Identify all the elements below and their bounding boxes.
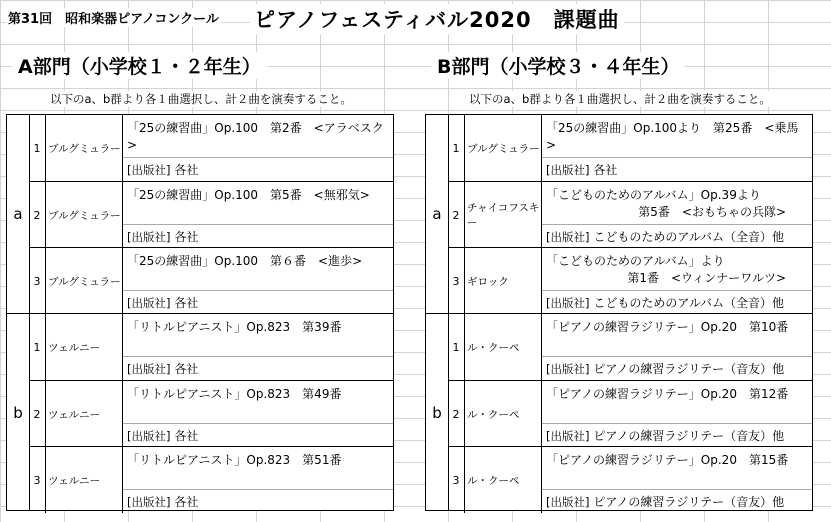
piece-title-line1: 「25の練習曲」Op.100 第5番 <無邪気> <box>127 188 370 202</box>
row-number: 2 <box>448 381 465 447</box>
publisher-value: 各社 <box>174 163 199 177</box>
publisher-value: 各社 <box>174 429 199 443</box>
publisher-info <box>542 357 812 380</box>
publisher-info <box>542 158 812 181</box>
piece-title-line1: 「こどものためのアルバム」より <box>546 254 725 268</box>
composer-name: ル・クーペ <box>464 381 542 447</box>
publisher-info <box>123 357 393 380</box>
publisher-label: [出版社] <box>546 495 590 509</box>
publisher-label: [出版社] <box>127 163 171 177</box>
publisher-label: [出版社] <box>546 429 590 443</box>
composer-name: ツェルニー <box>45 314 123 380</box>
piece-title-line1: 「25の練習曲」Op.100 第2番 <アラベスク> <box>127 121 384 152</box>
group-letter: a <box>7 115 30 313</box>
table-row <box>448 115 812 181</box>
row-number: 3 <box>448 447 465 513</box>
section-title: B部門（小学校３・４年生） <box>431 52 685 79</box>
table-row <box>448 181 812 248</box>
row-number: 3 <box>29 447 46 513</box>
piece-title <box>542 248 812 291</box>
composer-name: ツェルニー <box>45 381 123 447</box>
piece-title-line1: 「こどものためのアルバム」Op.39より <box>546 188 761 202</box>
table-row <box>29 380 393 447</box>
publisher-info <box>542 225 812 248</box>
publisher-label: [出版社] <box>127 296 171 310</box>
piece-title <box>123 182 393 225</box>
row-number: 3 <box>29 248 46 314</box>
publisher-info <box>123 490 393 513</box>
piece-title <box>542 182 812 225</box>
group-letter: b <box>426 314 449 511</box>
piece-title <box>542 115 812 158</box>
table-row <box>448 247 812 314</box>
publisher-label: [出版社] <box>546 230 590 244</box>
piece-title <box>542 447 812 490</box>
row-number: 1 <box>29 314 46 380</box>
publisher-info <box>542 291 812 314</box>
table-row <box>448 380 812 447</box>
composer-name: ブルグミュラー <box>464 115 542 181</box>
composer-name: ブルグミュラー <box>45 115 123 181</box>
piece-title <box>123 248 393 291</box>
publisher-value: ピアノの練習ラジリテー（音友）他 <box>593 495 785 509</box>
piece-group <box>426 313 812 511</box>
piece-title-line1: 「リトルピアニスト」Op.823 第49番 <box>127 387 342 401</box>
composer-name: ル・クーペ <box>464 314 542 380</box>
publisher-value: こどものためのアルバム（全音）他 <box>593 296 784 310</box>
row-number: 2 <box>448 182 465 248</box>
section-instruction: 以下のa、b群より各１曲選択し、計２曲を演奏すること。 <box>50 92 352 106</box>
competition-subtitle: 第31回 昭和楽器ピアノコンクール <box>6 8 221 27</box>
publisher-label: [出版社] <box>127 495 171 509</box>
table-row <box>29 314 393 380</box>
publisher-label: [出版社] <box>546 163 590 177</box>
piece-table <box>425 114 813 511</box>
publisher-value: 各社 <box>174 362 199 376</box>
publisher-info <box>123 291 393 314</box>
piece-title-line2: 第1番 <ウィンナーワルツ> <box>627 271 786 285</box>
publisher-label: [出版社] <box>546 362 590 376</box>
piece-title <box>542 314 812 357</box>
piece-title-line1: 「ピアノの練習ラジリテー」Op.20 第10番 <box>546 320 789 334</box>
piece-title <box>123 447 393 490</box>
composer-name: ル・クーペ <box>464 447 542 513</box>
piece-group <box>426 115 812 313</box>
row-number: 2 <box>29 381 46 447</box>
publisher-label: [出版社] <box>546 296 590 310</box>
piece-title-line2: 第5番 <おもちゃの兵隊> <box>638 205 786 219</box>
piece-group <box>7 313 393 511</box>
section-title: A部門（小学校１・２年生） <box>12 52 267 79</box>
piece-title <box>123 314 393 357</box>
publisher-info <box>542 424 812 447</box>
piece-title-line1: 「25の練習曲」Op.100より 第25番 <乗馬> <box>546 121 799 152</box>
composer-name: ツェルニー <box>45 447 123 513</box>
composer-name: ブルグミュラー <box>45 248 123 314</box>
publisher-value: 各社 <box>174 230 199 244</box>
piece-group <box>7 115 393 313</box>
table-row <box>448 314 812 380</box>
piece-title <box>123 115 393 158</box>
composer-name: ギロック <box>464 248 542 314</box>
publisher-info <box>542 490 812 513</box>
row-number: 1 <box>29 115 46 181</box>
publisher-info <box>123 424 393 447</box>
piece-title-line1: 「ピアノの練習ラジリテー」Op.20 第12番 <box>546 387 789 401</box>
table-row <box>29 247 393 314</box>
table-row <box>29 181 393 248</box>
section-instruction: 以下のa、b群より各１曲選択し、計２曲を演奏すること。 <box>469 92 771 106</box>
composer-name: ブルグミュラー <box>45 182 123 248</box>
publisher-value: ピアノの練習ラジリテー（音友）他 <box>593 429 785 443</box>
publisher-label: [出版社] <box>127 429 171 443</box>
publisher-value: 各社 <box>174 495 199 509</box>
group-letter: b <box>7 314 30 511</box>
publisher-value: 各社 <box>174 296 199 310</box>
row-number: 1 <box>448 115 465 181</box>
page-title: ピアノフェスティバル2020 課題曲 <box>250 4 624 34</box>
row-number: 3 <box>448 248 465 314</box>
publisher-label: [出版社] <box>127 230 171 244</box>
piece-title <box>542 381 812 424</box>
table-row <box>29 446 393 513</box>
piece-title-line1: 「25の練習曲」Op.100 第６番 <進歩> <box>127 254 363 268</box>
piece-title <box>123 381 393 424</box>
piece-table <box>6 114 394 511</box>
publisher-value: ピアノの練習ラジリテー（音友）他 <box>593 362 785 376</box>
piece-title-line1: 「ピアノの練習ラジリテー」Op.20 第15番 <box>546 453 789 467</box>
table-row <box>448 446 812 513</box>
row-number: 1 <box>448 314 465 380</box>
piece-title-line1: 「リトルピアニスト」Op.823 第39番 <box>127 320 342 334</box>
composer-name: チャイコフスキー <box>464 182 542 248</box>
publisher-label: [出版社] <box>127 362 171 376</box>
row-number: 2 <box>29 182 46 248</box>
group-letter: a <box>426 115 449 313</box>
publisher-value: こどものためのアルバム（全音）他 <box>593 230 784 244</box>
table-row <box>29 115 393 181</box>
publisher-info <box>123 158 393 181</box>
publisher-value: 各社 <box>593 163 618 177</box>
publisher-info <box>123 225 393 248</box>
piece-title-line1: 「リトルピアニスト」Op.823 第51番 <box>127 453 342 467</box>
